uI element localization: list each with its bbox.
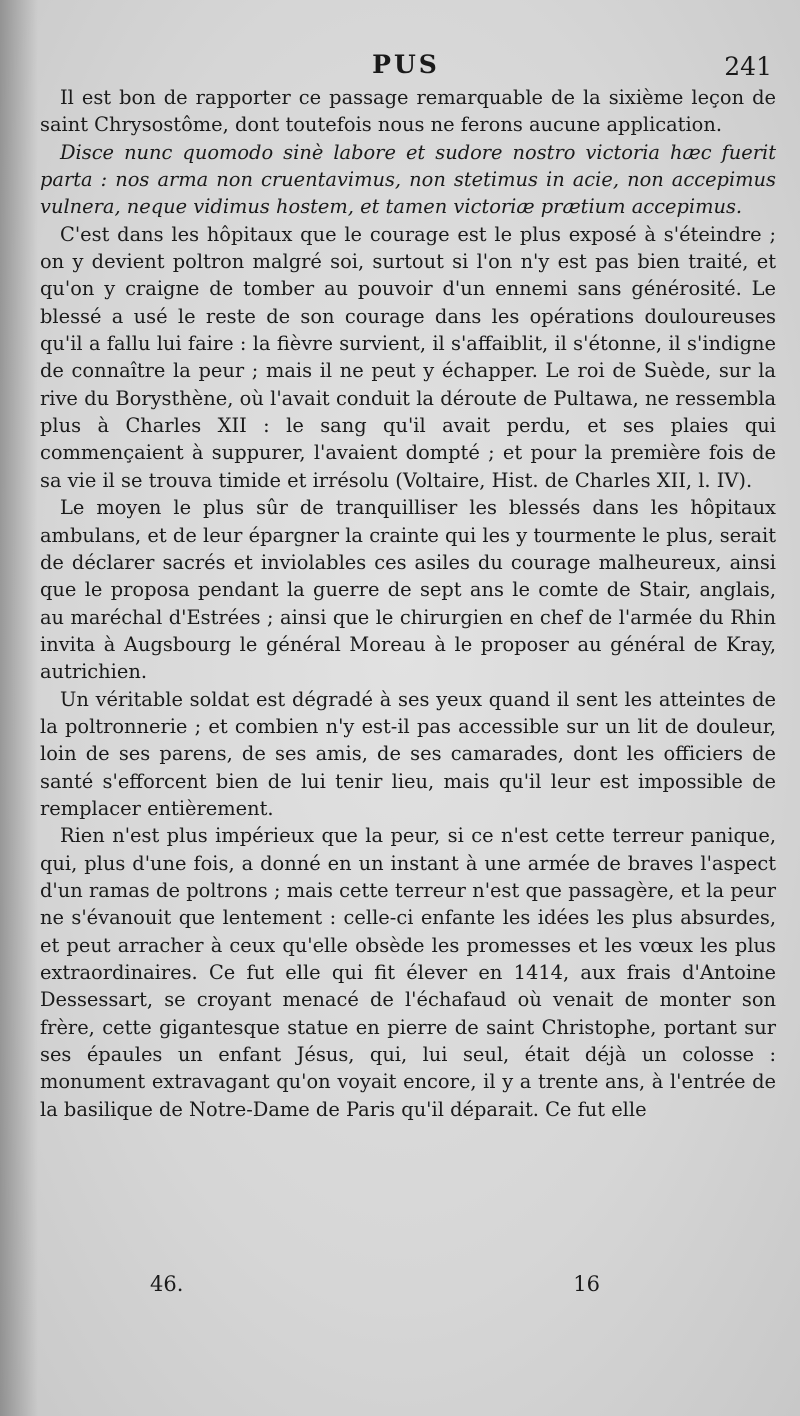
- paragraph-fear: Rien n'est plus impérieux que la peur, si ce n'est cette terreur panique, qui, plus d'une fois, a donné en un instant à une armée de braves l'aspect d'un ramas de poltrons ; mais cette terreur n'est que passagère, et la peur ne s'évanouit que lentement : celle-ci enfante les idées les plus absurdes, et peut arracher à ceux qu'elle obsède les promesses et les vœux les plus extraordinaires. Ce fut elle qui fit élever en 1414, aux frais d'Antoine Dessessart, se croyant menacé de l'échafaud où venait de monter son frère, cette gigantesque statue en pierre de saint Christophe, portant sur ses épaules un enfant Jésus, qui, lui seul, était déjà un colosse : monument extravagant qu'on voyait encore, il y a trente ans, à l'entrée de la basilique de Notre-Dame de Paris qu'il déparait. Ce fut elle: [40, 824, 776, 1121]
- page-footer: [150, 1272, 600, 1302]
- running-head: PUS: [372, 50, 440, 79]
- page-body: [40, 84, 776, 1123]
- paragraph-intro: Il est bon de rapporter ce passage remarquable de la sixième leçon de saint Chrysostôme, dont toutefois nous ne ferons aucune application.: [40, 86, 776, 137]
- page-number: 241: [724, 52, 772, 81]
- paragraph-ambulances: Le moyen le plus sûr de tranquilliser les blessés dans les hôpitaux ambulans, et de leur épargner la crainte qui les y tourmente le plus, serait de déclarer sacrés et inviolables ces asiles du courage malheureux, ainsi que le proposa pendant la guerre de sept ans le comte de Stair, anglais, au maréchal d'Estrées ; ainsi que le chirurgien en chef de l'armée du Rhin invita à Augsbourg le général Moreau à le proposer au général de Kray, autrichien.: [40, 496, 776, 684]
- paragraph-latin-quote: Disce nunc quomodo sinè labore et sudore nostro victoria hæc fuerit parta : nos arma non cruentavimus, non stetimus in acie, non accepimus vulnera, neque vidimus hostem, et tamen victoriæ prætium accepimus.: [40, 140, 776, 219]
- volume-mark: 46.: [150, 1272, 184, 1296]
- signature-mark: 16: [573, 1272, 600, 1296]
- paragraph-hospitals: C'est dans les hôpitaux que le courage est le plus exposé à s'éteindre ; on y devient poltron malgré soi, surtout si l'on n'y est pas bien traité, et qu'on y craigne de tomber au pouvoir d'un ennemi sans générosité. Le blessé a usé le reste de son courage dans les opérations douloureuses qu'il a fallu lui faire : la fièvre survient, il s'affaiblit, il s'étonne, il s'indigne de connaître la peur ; mais il ne peut y échapper. Le roi de Suède, sur la rive du Borysthène, où l'avait conduit la déroute de Pultawa, ne ressembla plus à Charles XII : le sang qu'il avait perdu, et ses plaies qui commençaient à suppurer, l'avaient dompté ; et pour la première fois de sa vie il se trouva timide et irrésolu (Voltaire, Hist. de Charles XII, l. IV).: [40, 222, 776, 492]
- paragraph-soldier: Un véritable soldat est dégradé à ses yeux quand il sent les atteintes de la poltronnerie ; et combien n'y est-il pas accessible sur un lit de douleur, loin de ses parens, de ses amis, de ses camarades, dont les officiers de santé s'efforcent bien de lui tenir lieu, mais qu'il leur est impossible de remplacer entièrement.: [40, 687, 776, 820]
